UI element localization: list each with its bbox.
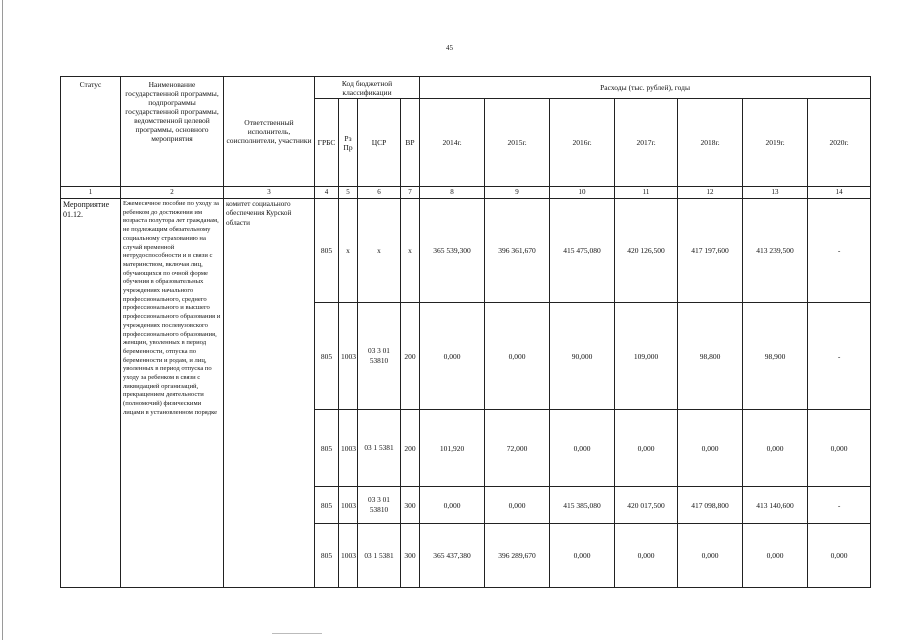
expense-2020: -	[808, 199, 871, 303]
column-number: 6	[358, 187, 401, 199]
header-rzpr: Рз Пр	[339, 99, 358, 187]
expense-2016: 0,000	[550, 524, 615, 588]
page-number: 45	[446, 44, 453, 52]
expense-2020: -	[808, 303, 871, 410]
header-vr: ВР	[401, 99, 420, 187]
expense-2014: 0,000	[420, 487, 485, 524]
expense-2020: -	[808, 487, 871, 524]
expense-2019: 413 140,600	[743, 487, 808, 524]
page-edge-rule	[2, 0, 3, 640]
column-number: 9	[485, 187, 550, 199]
expense-2015: 396 289,670	[485, 524, 550, 588]
header-budget-code: Код бюджетной классификации	[315, 77, 420, 99]
expense-2014: 0,000	[420, 303, 485, 410]
expense-2017: 0,000	[615, 410, 678, 487]
grbs-cell: 805	[315, 410, 339, 487]
expense-2014: 101,920	[420, 410, 485, 487]
expense-2018: 0,000	[678, 410, 743, 487]
column-number: 2	[121, 187, 224, 199]
column-number: 4	[315, 187, 339, 199]
grbs-cell: 805	[315, 524, 339, 588]
expense-2017: 0,000	[615, 524, 678, 588]
expense-2020: 0,000	[808, 410, 871, 487]
expense-2017: 420 017,500	[615, 487, 678, 524]
header-year-2017: 2017г.	[615, 99, 678, 187]
rzpr-cell: 1003	[339, 410, 358, 487]
header-expenses: Расходы (тыс. рублей), годы	[420, 77, 871, 99]
header-name: Наименование государственной программы, подпрограммы государственной программы, ведомственной целевой программы, основного мероприятия	[121, 77, 224, 187]
header-year-2020: 2020г.	[808, 99, 871, 187]
expense-2017: 109,000	[615, 303, 678, 410]
expense-2015: 0,000	[485, 487, 550, 524]
rzpr-cell: х	[339, 199, 358, 303]
csr-cell: 03 3 01 53810	[358, 487, 401, 524]
expense-2019: 98,900	[743, 303, 808, 410]
expense-2019: 0,000	[743, 410, 808, 487]
expense-2019: 413 239,500	[743, 199, 808, 303]
header-year-2019: 2019г.	[743, 99, 808, 187]
expense-2014: 365 539,300	[420, 199, 485, 303]
vr-cell: 300	[401, 524, 420, 588]
column-number: 14	[808, 187, 871, 199]
expense-2018: 98,800	[678, 303, 743, 410]
column-number: 11	[615, 187, 678, 199]
grbs-cell: 805	[315, 487, 339, 524]
expense-2019: 0,000	[743, 524, 808, 588]
column-number-row	[61, 187, 871, 199]
header-year-2014: 2014г.	[420, 99, 485, 187]
expense-2016: 415 385,080	[550, 487, 615, 524]
vr-cell: 200	[401, 410, 420, 487]
column-number: 12	[678, 187, 743, 199]
header-status: Статус	[61, 77, 121, 187]
vr-cell: 300	[401, 487, 420, 524]
activity-description: Ежемесячное пособие по уходу за ребенком до достижения им возраста полутора лет гражданам, не подлежащим обязательному социальному страхованию на случай временной нетрудоспособности и в связи с материнством, включая лиц, обучающихся по очной форме обучения в образовательных учреждениях начального профессионального, среднего профессионального и высшего профессионального образования и учреждениях послевузовского профессионального образования, женщин, уволенных в период беременности, отпуска по беременности и родам, и лиц, уволенных в период отпуска по уходу за ребенком в связи с ликвидацией организаций, прекращением деятельности (полномочий) физическими лицами в установленном порядке	[121, 199, 224, 588]
header-year-2016: 2016г.	[550, 99, 615, 187]
expense-2016: 0,000	[550, 410, 615, 487]
header-grbs: ГРБС	[315, 99, 339, 187]
expense-2017: 420 126,500	[615, 199, 678, 303]
expense-2015: 0,000	[485, 303, 550, 410]
activity-status: Мероприятие 01.12.	[61, 199, 121, 588]
vr-cell: х	[401, 199, 420, 303]
expense-2016: 90,000	[550, 303, 615, 410]
expense-2018: 417 098,800	[678, 487, 743, 524]
expense-2016: 415 475,080	[550, 199, 615, 303]
column-number: 3	[224, 187, 315, 199]
column-number: 13	[743, 187, 808, 199]
expense-2018: 0,000	[678, 524, 743, 588]
expense-2020: 0,000	[808, 524, 871, 588]
rzpr-cell: 1003	[339, 524, 358, 588]
column-number: 7	[401, 187, 420, 199]
rzpr-cell: 1003	[339, 303, 358, 410]
csr-cell: 03 1 5381	[358, 524, 401, 588]
header-responsible: Ответственный исполнитель, соисполнители, участники	[224, 77, 315, 187]
csr-cell: х	[358, 199, 401, 303]
scan-artifact-line	[272, 633, 322, 634]
column-number: 1	[61, 187, 121, 199]
column-number: 10	[550, 187, 615, 199]
expense-2018: 417 197,600	[678, 199, 743, 303]
column-number: 8	[420, 187, 485, 199]
rzpr-cell: 1003	[339, 487, 358, 524]
header-csr: ЦСР	[358, 99, 401, 187]
header-year-2018: 2018г.	[678, 99, 743, 187]
grbs-cell: 805	[315, 199, 339, 303]
expense-2015: 396 361,670	[485, 199, 550, 303]
expense-2014: 365 437,380	[420, 524, 485, 588]
column-number: 5	[339, 187, 358, 199]
header-year-2015: 2015г.	[485, 99, 550, 187]
vr-cell: 200	[401, 303, 420, 410]
activity-responsible: комитет социального обеспечения Курской области	[224, 199, 315, 588]
table-row	[61, 199, 871, 303]
csr-cell: 03 1 5381	[358, 410, 401, 487]
budget-table	[60, 76, 871, 588]
expense-2015: 72,000	[485, 410, 550, 487]
grbs-cell: 805	[315, 303, 339, 410]
csr-cell: 03 3 01 53810	[358, 303, 401, 410]
